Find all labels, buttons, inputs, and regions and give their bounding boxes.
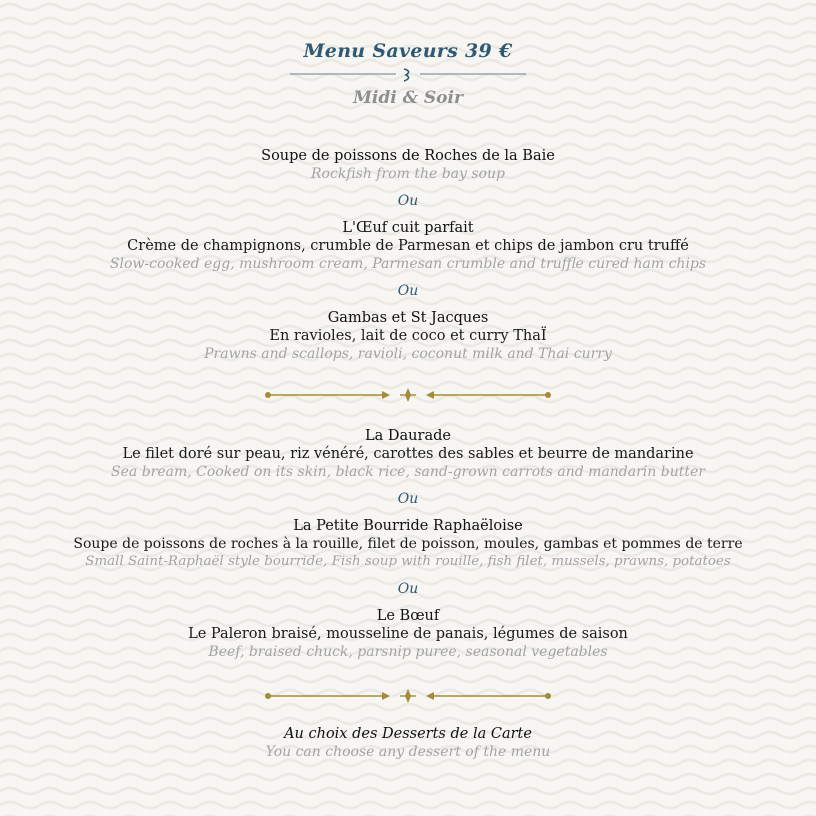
starter-2-english: Slow-cooked egg, mushroom cream, Parmesan crumble and truffle cured ham chips (109, 256, 707, 272)
main-1-english: Sea bream, Cooked on its skin, black rice, sand-grown carrots and mandarin butter (111, 464, 705, 480)
starter-2-name: L'Œuf cuit parfait (342, 220, 474, 236)
main-3-english: Beef, braised chuck, parsnip puree, seasonal vegetables (208, 644, 608, 660)
main-3-french: Le Paleron braisé, mousseline de panais, légumes de saison (188, 626, 628, 642)
main-2-french: Soupe de poissons de roches à la rouille, filet de poisson, moules, gambas et pommes de terre (73, 536, 743, 552)
main-2-name: La Petite Bourride Raphaëloise (293, 518, 523, 534)
starter-3-english: Prawns and scallops, ravioli, coconut milk and Thai curry (204, 346, 612, 362)
main-2-english: Small Saint-Raphaël style bourride, Fish soup with rouille, fish filet, mussels, prawns, potatoes (85, 554, 731, 569)
or-separator: Ou (397, 193, 419, 209)
dessert-english: You can choose any dessert of the menu (265, 744, 551, 760)
starter-2-french: Crème de champignons, crumble de Parmesan et chips de jambon cru truffé (127, 238, 689, 254)
main-3-name: Le Bœuf (376, 608, 440, 624)
menu-title: Menu Saveurs 39 € (303, 40, 513, 62)
main-1-name: La Daurade (365, 428, 451, 444)
or-separator: Ou (397, 581, 419, 597)
gold-divider-icon (262, 688, 554, 704)
title-ornament-icon (288, 66, 528, 84)
starter-3-name: Gambas et St Jacques (327, 310, 489, 326)
or-separator: Ou (397, 491, 419, 507)
starter-3-french: En ravioles, lait de coco et curry ThaÏ (269, 328, 547, 344)
main-1-french: Le filet doré sur peau, riz vénéré, carottes des sables et beurre de mandarine (122, 446, 694, 462)
dessert-title: Au choix des Desserts de la Carte (284, 726, 532, 742)
gold-divider-icon (262, 387, 554, 403)
service-times: Midi & Soir (353, 88, 463, 108)
starter-1-name: Soupe de poissons de Roches de la Baie (261, 148, 555, 164)
starter-1-english: Rockfish from the bay soup (311, 166, 505, 182)
or-separator: Ou (397, 283, 419, 299)
